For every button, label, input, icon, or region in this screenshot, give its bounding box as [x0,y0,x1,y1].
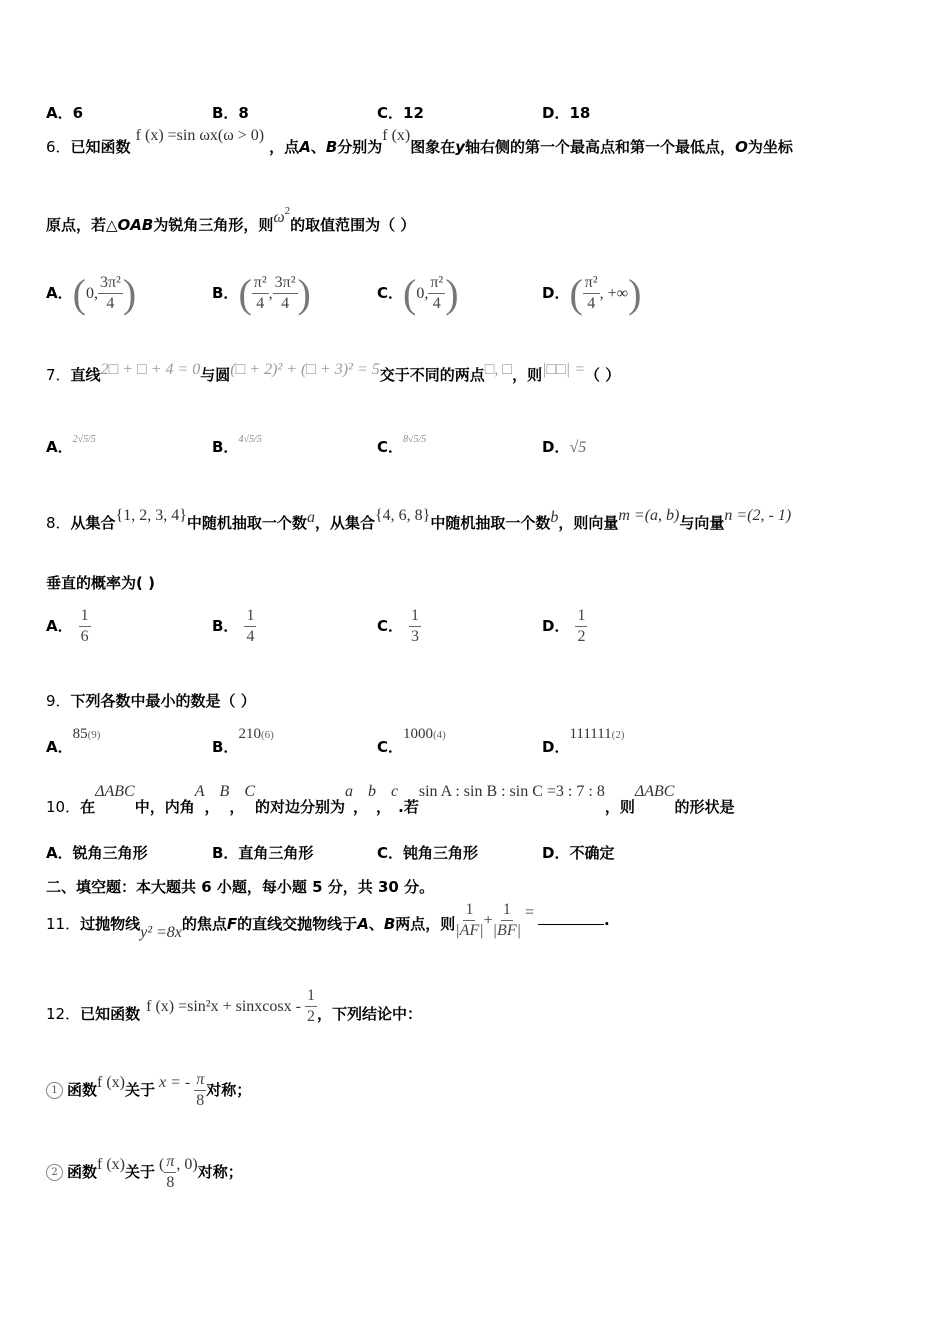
question-9-option-a: A．85(9) [46,726,101,756]
question-10-line1: 10．在ΔABC中，内角A，B，C的对边分别为a，b，c.若sin A : sin B : sin C =3 : 7 : 8，则ΔABC的形状是 [46,783,735,816]
section-heading: 二、填空题：本大题共 6 小题，每小题 5 分，共 30 分。 [46,878,435,896]
question-6-option-c: C．(0, $\frac{\text{π²}}{4}$ ) [377,271,459,316]
formula: f (x) =sin ωx(ω > 0) [135,127,265,144]
question-number: 11． [46,915,81,933]
question-6-option-d: D．( $\frac{\text{π²}}{4}$ , +∞) [542,271,642,316]
question-9-line1: 9．下列各数中最小的数是（ ） [46,692,256,710]
question-6-line1: 6．已知函数 f (x) =sin ωx(ω > 0) ，点A、B分别为f (x)图象在y轴右侧的第一个最高点和第一个最低点，O为坐标 [46,127,793,156]
question-10-option-a: A．锐角三角形 [46,844,148,862]
question-7-line1: 7．直线2□ + □ + 4 = 0与圆(□ + 2)² + (□ + 3)² = 5交于不同的两点□, □，则|□□| =（ ） [46,361,621,384]
q5-option-b: B．8 [212,104,249,122]
question-8-option-a: A． $\frac{1}{6}$ [46,607,89,645]
statement-1: 1 函数f (x)关于 x = - $\frac{\pi}{8}$ 对称； [46,1070,251,1111]
formula: m =(a, b) [618,507,680,524]
formula: 2□ + □ + 4 = 0 [100,361,201,378]
formula: {4, 6, 8} [374,507,431,524]
question-7-option-b: B．$^{4√5/5}$ [212,434,262,456]
question-7-option-a: A．$^{2√5/5}$ [46,434,96,456]
question-10-option-b: B．直角三角形 [212,844,314,862]
question-11-line1: 11．过抛物线y² =8x的焦点F的直线交抛物线于A、B两点，则 $\frac{1}{|AF|}$ + $\frac{1}{|BF|}$ = . [46,901,610,941]
question-12-line1: 12．已知函数 f (x) =sin²x + sinxcosx - $\frac{1}{2}$ ，下列结论中： [46,987,422,1025]
question-number: 9． [46,692,71,710]
question-8-line2: 垂直的概率为( ) [46,574,155,592]
question-number: 8． [46,514,71,532]
statement-2: 2 函数f (x)关于 ( $\frac{\pi}{8}$ , 0)对称； [46,1152,243,1193]
question-8-option-b: B． $\frac{1}{4}$ [212,607,255,645]
q5-option-c: C．12 [377,104,424,122]
question-8-option-c: C． $\frac{1}{3}$ [377,607,420,645]
question-6-option-a: A．(0, $\frac{\text{3π²}}{4}$ ) [46,271,137,316]
question-10-option-c: C．钝角三角形 [377,844,479,862]
formula: n =(2, - 1) [724,507,792,524]
circled-number-2: 2 [46,1164,63,1181]
question-7-option-c: C．$^{8√5/5}$ [377,434,427,456]
formula: {1, 2, 3, 4} [115,507,187,524]
formula: y² =8x [140,924,182,941]
question-6-line2: 原点，若△OAB为锐角三角形，则$\omega^2$的取值范围为（ ） [46,205,416,234]
formula: sin A : sin B : sin C =3 : 7 : 8 [418,783,605,800]
question-number: 7． [46,366,71,384]
question-10-option-d: D．不确定 [542,844,615,862]
question-9-option-c: C．1000(4) [377,726,446,756]
question-number: 10． [46,798,81,816]
question-number: 6． [46,138,71,156]
question-9-option-b: B．210(6) [212,726,274,756]
question-8-option-d: D． $\frac{1}{2}$ [542,607,586,645]
formula: (□ + 2)² + (□ + 3)² = 5 [230,361,380,378]
question-9-option-d: D．111111(2) [542,726,625,756]
formula: f (x) [382,127,411,144]
q5-option-a: A．6 [46,104,84,122]
question-number: 12． [46,1005,81,1023]
circled-number-1: 1 [46,1082,63,1099]
q5-option-d: D．18 [542,104,591,122]
question-8-line1: 8．从集合{1, 2, 3, 4}中随机抽取一个数a，从集合{4, 6, 8}中随机抽取一个数b，则向量m =(a, b)与向量n =(2, - 1) [46,507,792,532]
formula: f (x) =sin²x + sinxcosx - [146,998,301,1015]
answer-blank [538,924,604,925]
question-7-option-d: D．√5 [542,438,587,456]
question-6-option-b: B．( $\frac{\text{π²}}{4}$ , $\frac{\text{3π²}}{4}$ ) [212,271,311,316]
